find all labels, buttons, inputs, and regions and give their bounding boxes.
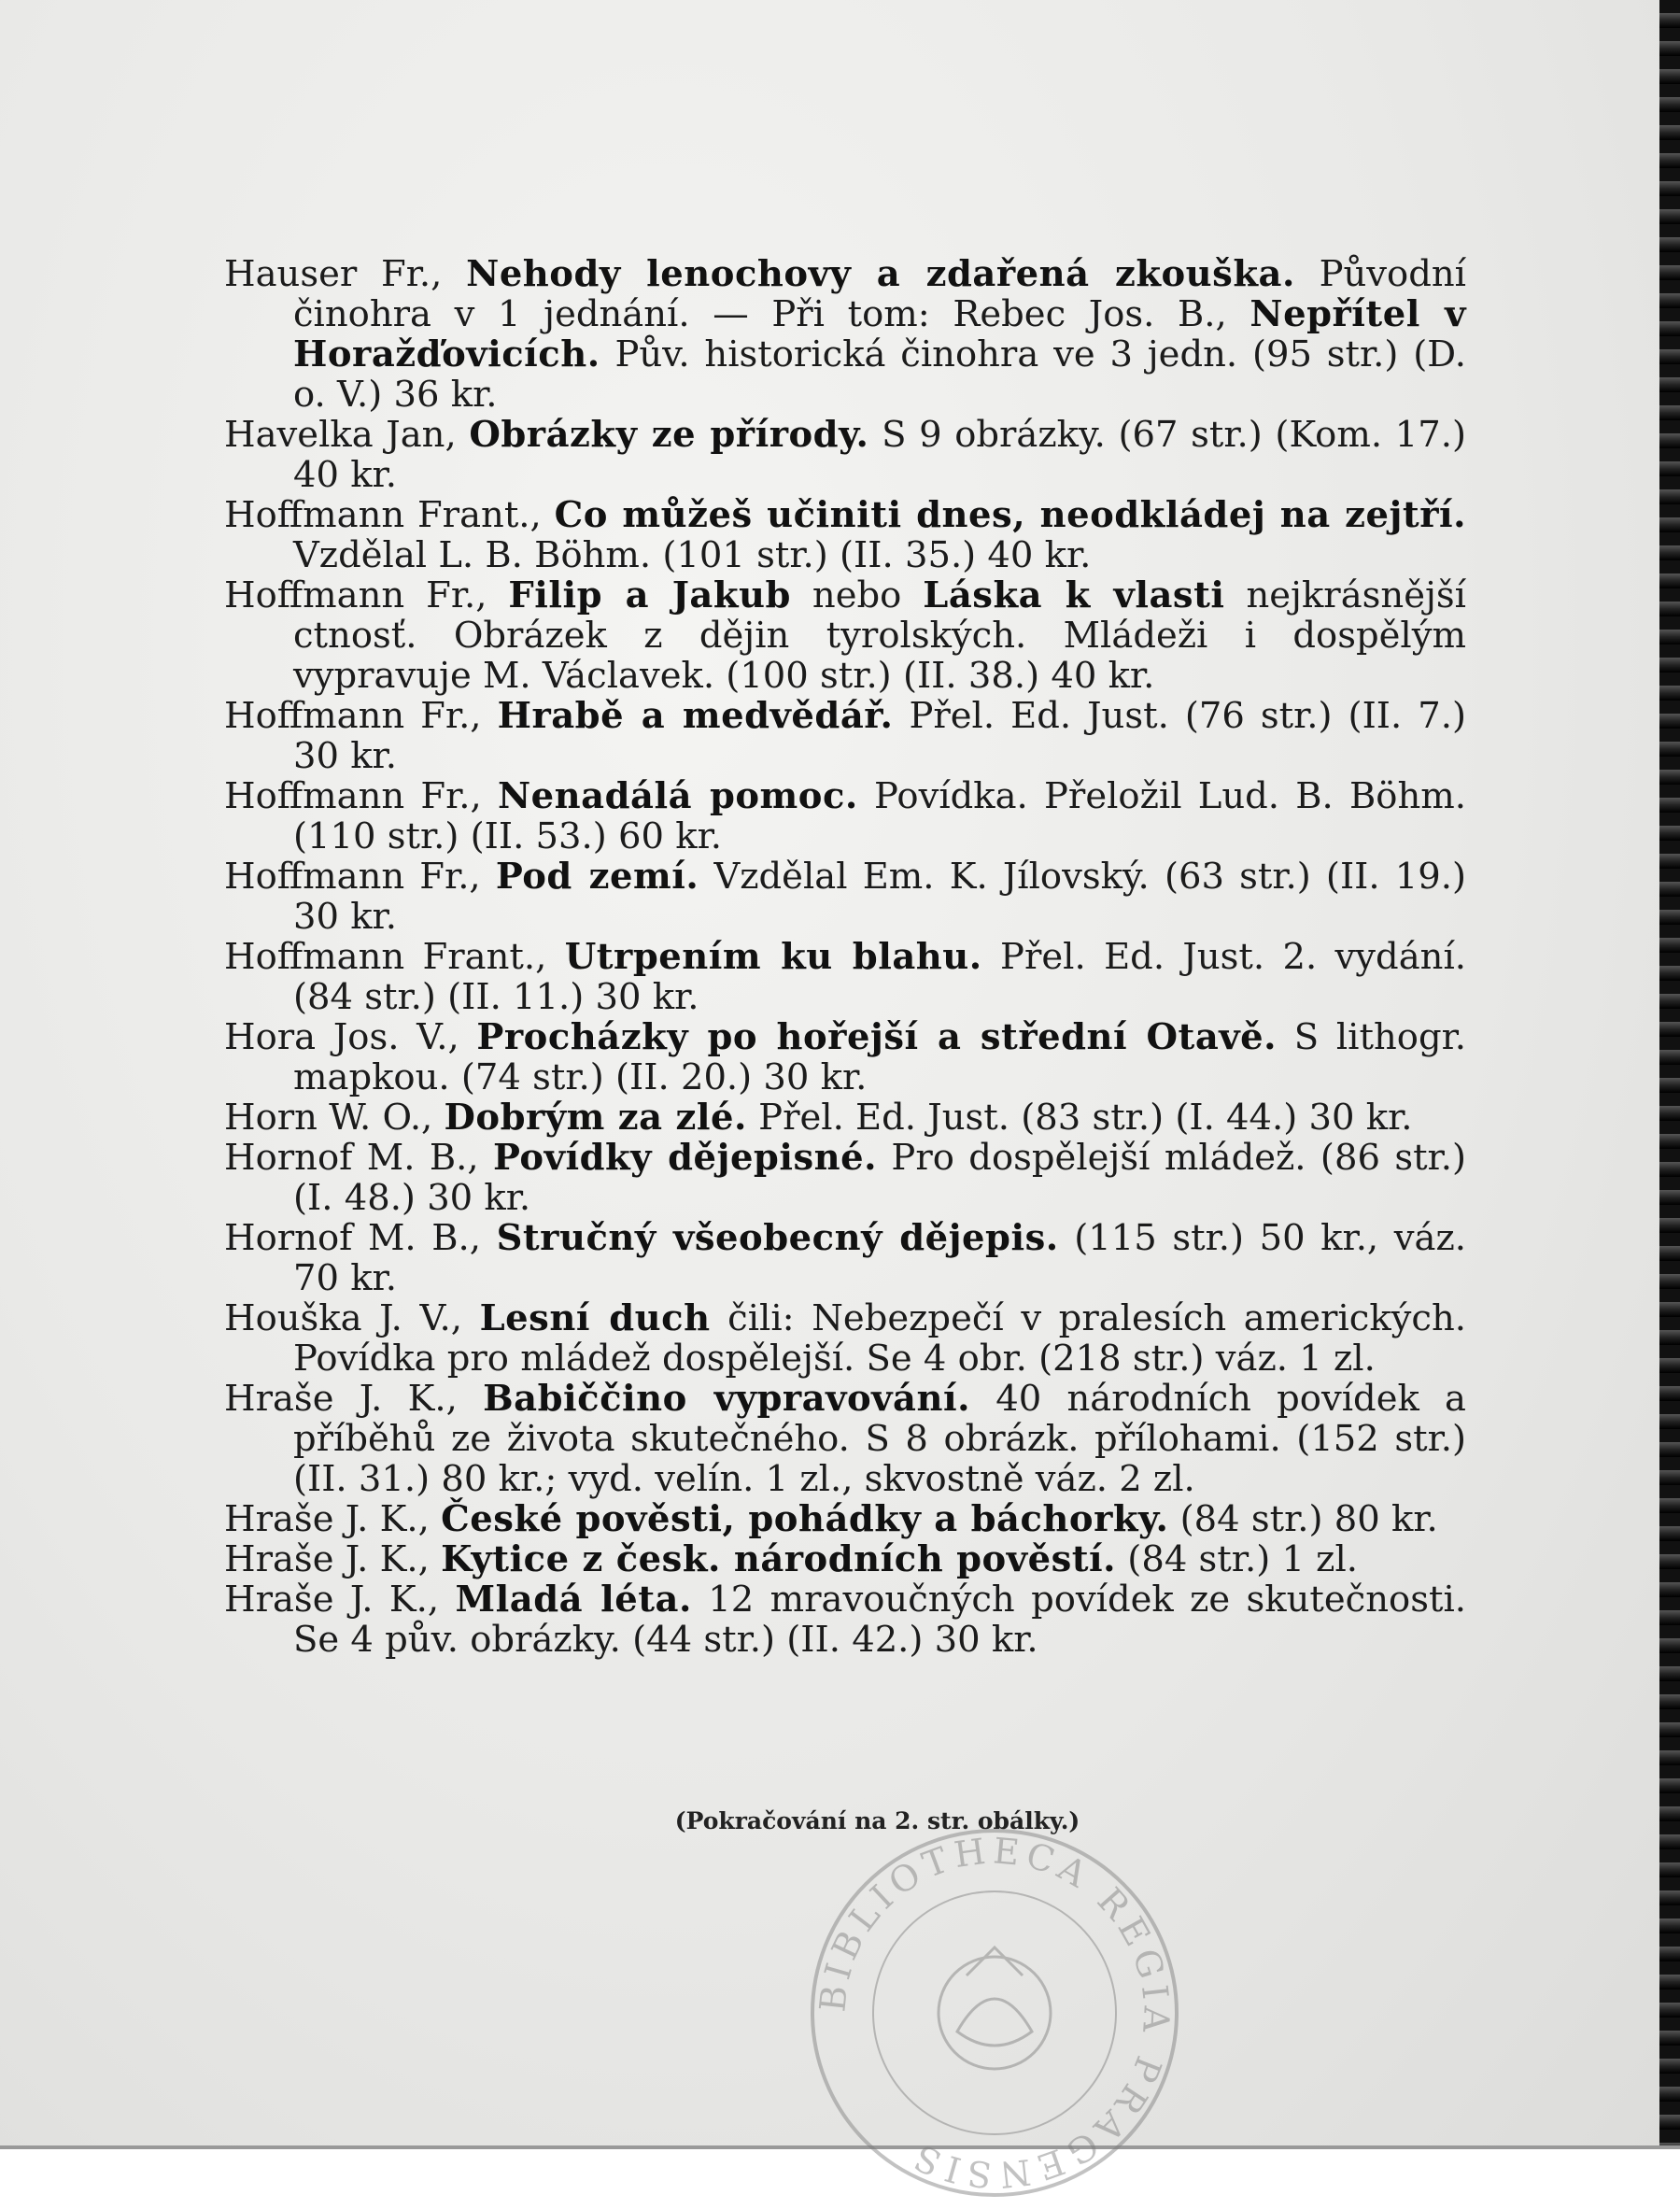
catalog-entry: Hauser Fr., Nehody lenochovy a zdařená zkouška. Původní činohra v 1 jednání. — Při tom: Rebec Jos. B., Nepřítel v Horažďovicích. Pův. historická činohra ve 3 jedn. (95 str.) (D. o. V.) 36 kr. xyxy=(224,253,1466,416)
catalog-entry: Horn W. O., Dobrým za zlé. Přel. Ed. Just. (83 str.) (I. 44.) 30 kr. xyxy=(224,1097,1413,1139)
catalog-entry: Hraše J. K., Kytice z česk. národních pověstí. (84 str.) 1 zl. xyxy=(224,1538,1359,1580)
catalog-entry: Hoffmann Fr., Nenadálá pomoc. Povídka. Přeložil Lud. B. Böhm. (110 str.) (II. 53.) 60 kr. xyxy=(224,775,1466,857)
catalog-entries xyxy=(224,254,1466,1660)
catalog-entry: Hoffmann Fr., Pod zemí. Vzdělal Em. K. Jílovský. (63 str.) (II. 19.) 30 kr. xyxy=(224,856,1467,938)
library-stamp-icon xyxy=(798,1817,1191,2209)
catalog-entry: Hornof M. B., Stručný všeobecný dějepis. (115 str.) 50 kr., váz. 70 kr. xyxy=(224,1217,1466,1299)
catalog-entry: Hoffmann Fr., Hrabě a medvědář. Přel. Ed. Just. (76 str.) (II. 7.) 30 kr. xyxy=(224,695,1466,777)
catalog-entry: Hora Jos. V., Procházky po hořejší a střední Otavě. S lithogr. mapkou. (74 str.) (II. 20.) 30 kr. xyxy=(224,1016,1466,1098)
catalog-entry: Hoffmann Frant., Co můžeš učiniti dnes, neodkládej na zejtří. Vzdělal L. B. Böhm. (101 str.) (II. 35.) 40 kr. xyxy=(224,494,1467,576)
catalog-entry: Hraše J. K., Babiččino vypravování. 40 národních povídek a příběhů ze života skutečného. S 8 obrázk. přílohami. (152 str.) (II. 31.) 80 kr.; vyd. velín. 1 zl., skvostně váz. 2 zl. xyxy=(224,1378,1466,1500)
continuation-note: (Pokračování na 2. str. obálky.) xyxy=(674,1807,1080,1834)
catalog-entry: Havelka Jan, Obrázky ze přírody. S 9 obrázky. (67 str.) (Kom. 17.) 40 kr. xyxy=(224,414,1466,496)
catalog-entry: Hraše J. K., České pověsti, pohádky a báchorky. (84 str.) 80 kr. xyxy=(224,1498,1438,1540)
catalog-entry: Houška J. V., Lesní duch čili: Nebezpečí v pralesích amerických. Povídka pro mládež dospělejší. Se 4 obr. (218 str.) váz. 1 zl. xyxy=(224,1297,1466,1380)
catalog-entry: Hornof M. B., Povídky dějepisné. Pro dospělejší mládež. (86 str.) (I. 48.) 30 kr. xyxy=(224,1137,1466,1219)
catalog-entry: Hraše J. K., Mladá léta. 12 mravoučných povídek ze skutečnosti. Se 4 pův. obrázky. (44 str.) (II. 42.) 30 kr. xyxy=(224,1579,1466,1661)
catalog-entry: Hoffmann Frant., Utrpením ku blahu. Přel. Ed. Just. 2. vydání. (84 str.) (II. 11.) 30 kr. xyxy=(224,936,1466,1018)
stamp-text: BIBLIOTHECA REGIA PRAGENSIS xyxy=(812,1830,1178,2196)
catalog-entry: Hoffmann Fr., Filip a Jakub nebo Láska k vlasti nejkrásnější ctnosť. Obrázek z dějin tyrolských. Mládeži i dospělým vypravuje M. Václavek. (100 str.) (II. 38.) 40 kr. xyxy=(224,574,1466,697)
